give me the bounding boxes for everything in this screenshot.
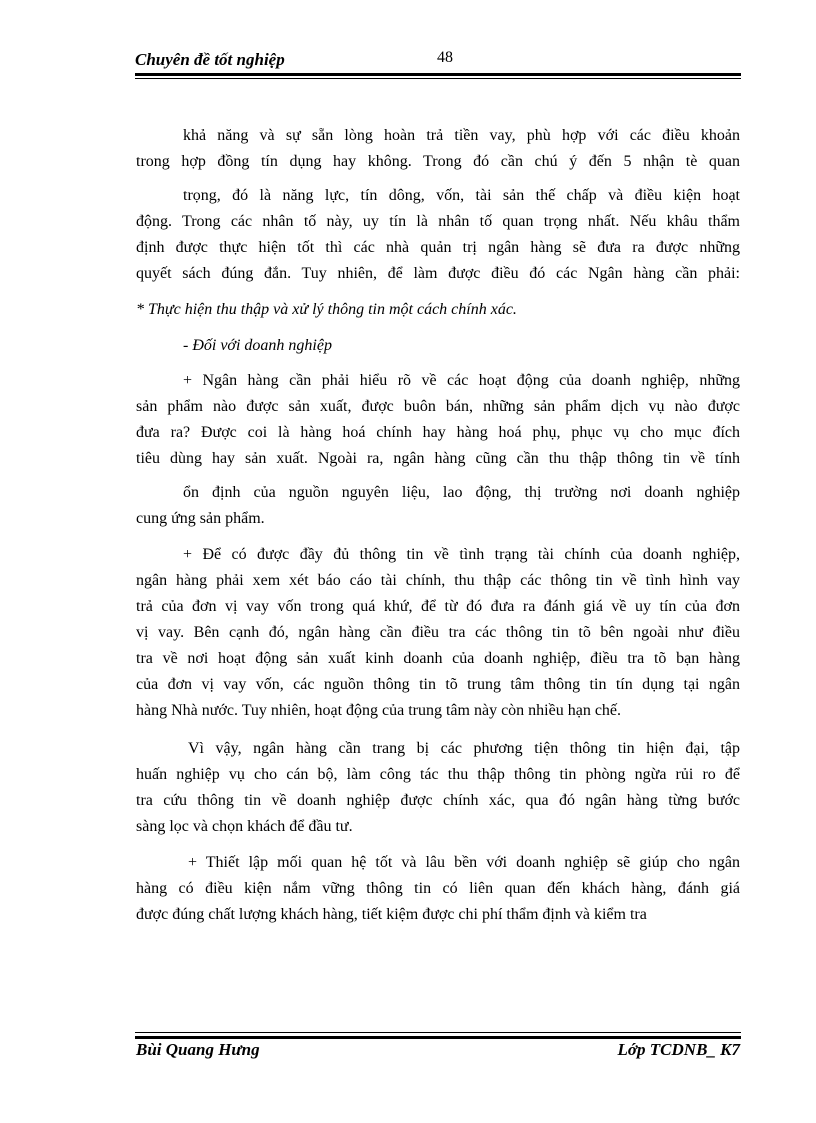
text-line: đưa ra? Được coi là hàng hoá chính hay hàng hoá phụ, phục vụ cho mục đích <box>136 424 740 441</box>
author-name: Bùi Quang Hưng <box>136 1040 260 1059</box>
text-line: tra cứu thông tin về doanh nghiệp được chính xác, qua đó ngân hàng từng bước <box>136 792 740 809</box>
text-line: hàng có điều kiện nắm vững thông tin có liên quan đến khách hàng, đánh giá <box>136 880 740 897</box>
document-title: Chuyên đề tốt nghiệp <box>135 50 285 69</box>
text-line: - Đối với doanh nghiệp <box>183 337 332 354</box>
text-line: + Để có được đầy đủ thông tin về tình trạng tài chính của doanh nghiệp, <box>183 546 740 563</box>
text-line: tiêu dùng hay sản xuất. Ngoài ra, ngân hàng cũng cần thu thập thông tin về tính <box>136 450 740 467</box>
text-line: trọng, đó là năng lực, tín dông, vốn, tài sản thế chấp và điều kiện hoạt <box>183 187 740 204</box>
text-line: ngân hàng phải xem xét báo cáo tài chính, thu thập các thông tin về tình hình vay <box>136 572 740 589</box>
text-line: được đúng chất lượng khách hàng, tiết kiệm được chi phí thẩm định và kiểm tra <box>136 906 647 923</box>
text-line: Vì vậy, ngân hàng cần trang bị các phương tiện thông tin hiện đại, tập <box>188 740 740 757</box>
page-header <box>135 48 741 70</box>
text-line: * Thực hiện thu thập và xử lý thông tin một cách chính xác. <box>136 301 517 318</box>
text-line: + Ngân hàng cần phải hiểu rõ về các hoạt động của doanh nghiệp, những <box>183 372 740 389</box>
text-line: sản phẩm nào được sản xuất, được buôn bán, những sản phẩm dịch vụ nào được <box>136 398 740 415</box>
text-line: hàng Nhà nước. Tuy nhiên, hoạt động của trung tâm này còn nhiều hạn chế. <box>136 702 622 719</box>
text-line: cung ứng sản phẩm. <box>136 510 265 527</box>
text-line: vị vay. Bên cạnh đó, ngân hàng cần điều tra các thông tin tõ bên ngoài như điều <box>136 624 740 641</box>
class-label: Lớp TCDNB_ K7 <box>617 1040 740 1059</box>
text-line: sàng lọc và chọn khách để đầu tư. <box>136 818 353 835</box>
footer-rule-thick <box>135 1036 741 1039</box>
page-number: 48 <box>437 49 453 66</box>
text-line: tra về nơi hoạt động sản xuất kinh doanh của doanh nghiệp, điều tra tõ bạn hàng <box>136 650 740 667</box>
text-line: + Thiết lập mối quan hệ tốt và lâu bền với doanh nghiệp sẽ giúp cho ngân <box>188 854 740 871</box>
text-line: trong hợp đồng tín dụng hay không. Trong đó cần chú ý đến 5 nhận tè quan <box>136 153 740 170</box>
text-line: khả năng và sự sẵn lòng hoàn trả tiền vay, phù hợp với các điều khoản <box>183 127 740 144</box>
text-line: của đơn vị vay vốn, các nguồn thông tin tõ trung tâm thông tin tín dụng tại ngân <box>136 676 740 693</box>
text-line: ổn định của nguồn nguyên liệu, lao động, thị trường nơi doanh nghiệp <box>183 484 740 501</box>
text-line: định được thực hiện tốt thì các nhà quản trị ngân hàng sẽ đưa ra được những <box>136 239 740 256</box>
text-line: động. Trong các nhân tố này, uy tín là nhân tố quan trọng nhất. Nếu khâu thẩm <box>136 213 740 230</box>
header-rule-thin <box>135 78 741 79</box>
text-line: quyết sách đúng đắn. Tuy nhiên, để làm được điều đó các Ngân hàng cần phải: <box>136 265 740 282</box>
footer-rule-thin <box>135 1032 741 1033</box>
text-line: trả của đơn vị vay vốn trong quá khứ, để từ đó đưa ra đánh giá về uy tín của đơn <box>136 598 740 615</box>
text-line: huấn nghiệp vụ cho cán bộ, làm công tác thu thập thông tin phòng ngừa rủi ro để <box>136 766 740 783</box>
header-rule-thick <box>135 73 741 76</box>
